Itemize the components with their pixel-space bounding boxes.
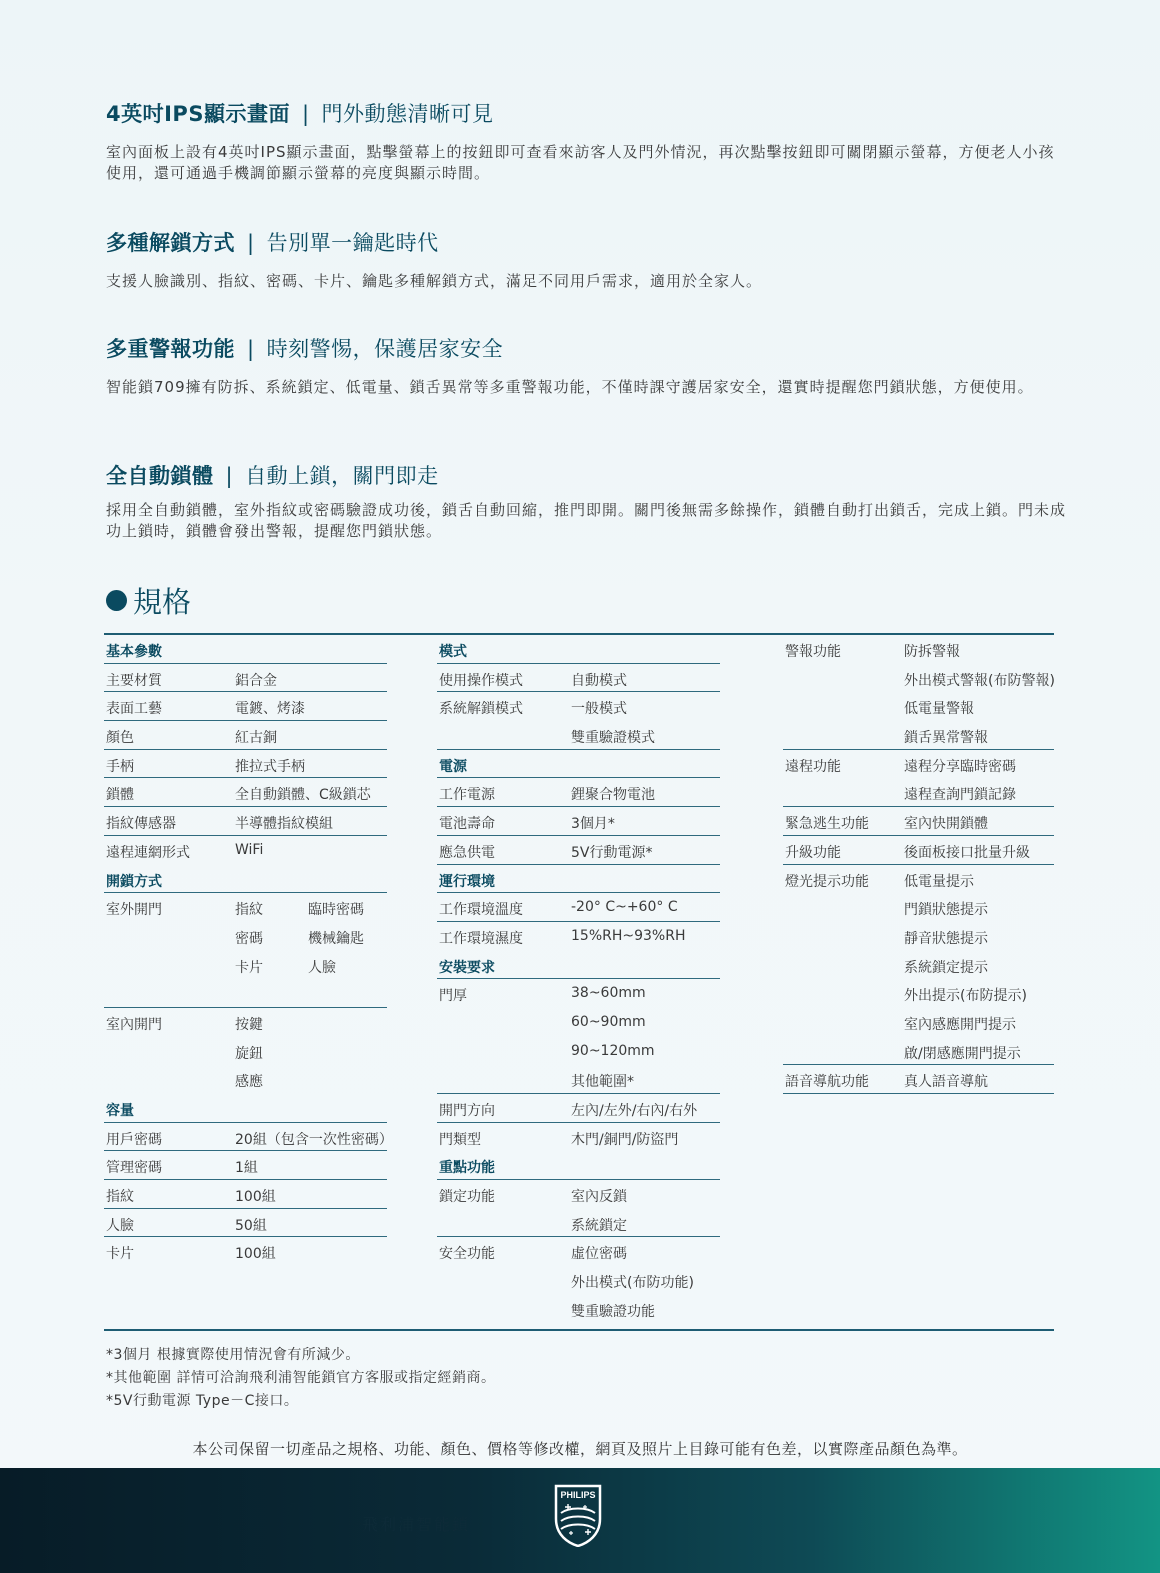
spec-label: 室外開門 xyxy=(106,902,162,919)
spec-value: 遠程查詢門鎖記錄 xyxy=(904,787,1016,804)
spec-row xyxy=(437,664,720,693)
spec-row xyxy=(104,692,387,721)
spec-label: 重點功能 xyxy=(439,1160,495,1177)
spec-row xyxy=(437,1266,720,1295)
spec-row xyxy=(783,836,1054,865)
spec-row xyxy=(437,1008,720,1037)
spec-value: 按鍵 xyxy=(235,1016,263,1033)
spec-label: 門厚 xyxy=(439,988,467,1005)
spec-value: 半導體指紋模組 xyxy=(235,816,333,833)
spec-row xyxy=(783,664,1054,693)
spec-label: 遠程連網形式 xyxy=(106,844,190,861)
spec-label: 模式 xyxy=(439,644,467,660)
spec-label: 容量 xyxy=(106,1103,134,1119)
spec-value: 門鎖狀態提示 xyxy=(904,902,988,919)
section-subtitle: 時刻警惕，保護居家安全 xyxy=(266,337,504,361)
section-heading xyxy=(106,460,1066,490)
spec-label: 管理密碼 xyxy=(106,1160,162,1177)
spec-row xyxy=(783,893,1054,922)
spec-label: 使用操作模式 xyxy=(439,672,523,689)
section-heading xyxy=(106,333,1066,363)
section-subtitle: 門外動態清晰可見 xyxy=(321,102,494,126)
spec-group-header xyxy=(437,865,720,894)
spec-label: 語音導航功能 xyxy=(785,1074,869,1091)
spec-row xyxy=(104,664,387,693)
spec-row xyxy=(437,1295,720,1324)
feature-section-ips xyxy=(106,98,1066,184)
spec-label: 指紋 xyxy=(106,1189,134,1206)
spec-row xyxy=(104,807,387,836)
section-separator: | xyxy=(247,337,255,361)
section-title: 多重警報功能 xyxy=(106,337,235,361)
spec-row xyxy=(104,778,387,807)
spec-row xyxy=(104,951,387,980)
spec-value: 50組 xyxy=(235,1217,267,1234)
spec-row xyxy=(104,1065,387,1094)
section-subtitle: 告別單一鑰匙時代 xyxy=(266,231,439,255)
spec-value: 真人語音導航 xyxy=(904,1074,988,1091)
footer-band xyxy=(0,1468,1160,1573)
spec-value: 木門/銅門/防盜門 xyxy=(571,1131,679,1148)
spec-bottom-rule xyxy=(104,1329,1054,1331)
spec-row xyxy=(783,951,1054,980)
feature-section-autolock xyxy=(106,460,1066,542)
section-title: 4英吋IPS顯示畫面 xyxy=(106,102,290,126)
spec-label: 開鎖方式 xyxy=(106,873,162,890)
spec-row xyxy=(104,922,387,951)
spec-row xyxy=(437,836,720,865)
spec-value: 雙重驗證模式 xyxy=(571,730,655,747)
spec-row xyxy=(437,1037,720,1066)
spec-value: 雙重驗證功能 xyxy=(571,1303,655,1320)
spec-row xyxy=(783,778,1054,807)
spec-label: 運行環境 xyxy=(439,873,495,890)
section-separator: | xyxy=(247,231,255,255)
spec-row xyxy=(783,807,1054,836)
footnote: *其他範圍 詳情可洽詢飛利浦智能鎖官方客服或指定經銷商。 xyxy=(106,1370,496,1386)
footer-faint-text: 飛利浦智能鎖 xyxy=(362,1515,471,1534)
spec-row xyxy=(437,1094,720,1123)
spec-label: 工作環境濕度 xyxy=(439,930,523,947)
spec-value: 電鍍、烤漆 xyxy=(235,701,305,718)
spec-row xyxy=(437,1180,720,1209)
spec-label: 卡片 xyxy=(106,1246,134,1263)
spec-value: 20組（包含一次性密碼） xyxy=(235,1131,393,1148)
spec-row xyxy=(104,1008,387,1037)
spec-row xyxy=(437,721,720,750)
spec-label: 基本參數 xyxy=(106,644,162,660)
spec-label: 門類型 xyxy=(439,1131,481,1148)
spec-row xyxy=(104,750,387,779)
section-separator: | xyxy=(301,102,310,126)
spec-value: 鋁合金 xyxy=(235,672,277,689)
spec-value: 外出提示(布防提示) xyxy=(904,988,1027,1005)
spec-value: 低電量提示 xyxy=(904,873,974,890)
spec-value: 虛位密碼 xyxy=(571,1246,627,1263)
logo-wordmark: PHILIPS xyxy=(560,1490,596,1500)
spec-value: 密碼 xyxy=(235,930,263,947)
spec-row xyxy=(783,1008,1054,1037)
spec-label: 工作環境溫度 xyxy=(439,902,523,919)
spec-label: 室內開門 xyxy=(106,1016,162,1033)
spec-row xyxy=(783,922,1054,951)
spec-value: 室內快開鎖體 xyxy=(904,816,988,833)
spec-value: 左內/左外/右內/右外 xyxy=(571,1103,698,1119)
spec-label: 開門方向 xyxy=(439,1103,495,1119)
spec-group-header xyxy=(437,750,720,779)
spec-group-header xyxy=(437,1151,720,1180)
spec-value: 人臉 xyxy=(308,959,336,976)
spec-value: 全自動鎖體、C級鎖芯 xyxy=(235,787,371,804)
spec-row xyxy=(437,922,720,951)
spec-label: 緊急逃生功能 xyxy=(785,816,869,833)
spec-row xyxy=(104,721,387,750)
feature-section-alarm xyxy=(106,333,1066,398)
spec-label: 燈光提示功能 xyxy=(785,873,869,890)
spec-value: 室內感應開門提示 xyxy=(904,1016,1016,1033)
spec-label: 人臉 xyxy=(106,1217,134,1234)
spec-group-header xyxy=(104,635,387,664)
spec-label: 安裝要求 xyxy=(439,959,495,976)
spec-column-features xyxy=(783,635,1054,1094)
spec-label: 鎖定功能 xyxy=(439,1189,495,1206)
spec-column-basic xyxy=(104,635,393,1266)
section-body: 支援人臉識別、指紋、密碼、卡片、鑰匙多種解鎖方式，滿足不同用戶需求，適用於全家人。 xyxy=(106,272,763,290)
spec-value: 紅古銅 xyxy=(235,730,277,747)
spec-row xyxy=(104,893,387,922)
spec-value: 感應 xyxy=(235,1074,263,1091)
spec-row xyxy=(437,893,720,922)
spec-column-mode xyxy=(437,635,720,1324)
spec-value: 旋鈕 xyxy=(235,1045,263,1062)
spec-value: 室內反鎖 xyxy=(571,1189,627,1206)
spec-value: 推拉式手柄 xyxy=(235,758,305,775)
spec-value: 1組 xyxy=(235,1160,258,1177)
spec-label: 警報功能 xyxy=(785,644,841,660)
spec-value: 90~120mm xyxy=(571,1042,655,1059)
spec-row xyxy=(437,1237,720,1266)
footnotes xyxy=(106,1344,495,1413)
spec-row xyxy=(104,836,387,865)
spec-label: 電池壽命 xyxy=(439,816,495,833)
feature-section-unlock xyxy=(106,227,1066,292)
spec-value: 鎖舌異常警報 xyxy=(904,730,988,747)
spec-row xyxy=(783,635,1054,664)
section-heading xyxy=(106,227,1066,257)
footnote: *5V行動電源 Type－C接口。 xyxy=(106,1393,299,1409)
section-subtitle: 自動上鎖，關門即走 xyxy=(245,464,439,488)
section-separator: | xyxy=(225,464,234,488)
spec-row xyxy=(437,692,720,721)
spec-value: 100組 xyxy=(235,1246,276,1263)
spec-label: 遠程功能 xyxy=(785,758,841,775)
spec-title-text: 規格 xyxy=(133,585,192,619)
spec-value: WiFi xyxy=(235,841,264,858)
spec-value: 外出模式(布防功能) xyxy=(571,1275,694,1292)
spec-label: 電源 xyxy=(439,758,467,775)
spec-row xyxy=(783,1065,1054,1094)
spec-row xyxy=(437,807,720,836)
spec-row xyxy=(437,979,720,1008)
spec-value: -20° C~+60° C xyxy=(571,899,678,916)
spec-value: 機械鑰匙 xyxy=(308,930,364,947)
spec-label: 鎖體 xyxy=(106,787,134,804)
spec-value: 鋰聚合物電池 xyxy=(571,787,655,804)
spec-value: 靜音狀態提示 xyxy=(904,930,988,947)
spec-label: 系統解鎖模式 xyxy=(439,701,523,718)
spec-value: 防拆警報 xyxy=(904,644,960,660)
spec-label: 主要材質 xyxy=(106,672,162,689)
spec-value: 指紋 xyxy=(235,902,263,919)
spec-row xyxy=(104,1037,387,1066)
spec-value: 系統鎖定提示 xyxy=(904,959,988,976)
spec-value: 60~90mm xyxy=(571,1013,646,1030)
section-title: 多種解鎖方式 xyxy=(106,231,235,255)
spec-row xyxy=(437,778,720,807)
spec-row xyxy=(783,721,1054,750)
spec-row xyxy=(783,692,1054,721)
spec-value: 系統鎖定 xyxy=(571,1217,627,1234)
spec-value: 啟/閉感應開門提示 xyxy=(904,1045,1021,1062)
philips-shield-logo-icon xyxy=(553,1483,603,1547)
spec-row xyxy=(783,865,1054,894)
spec-value: 低電量警報 xyxy=(904,701,974,718)
spec-value: 38~60mm xyxy=(571,985,646,1002)
section-title: 全自動鎖體 xyxy=(106,464,214,488)
spec-group-header xyxy=(104,865,387,894)
bullet-dot-icon xyxy=(106,590,127,611)
spec-row xyxy=(783,1037,1054,1066)
spec-row xyxy=(437,1209,720,1238)
spec-value: 外出模式警報(布防警報) xyxy=(904,672,1055,689)
spec-value: 15%RH~93%RH xyxy=(571,927,686,944)
section-body: 採用全自動鎖體，室外指紋或密碼驗證成功後，鎖舌自動回縮，推門即開。關門後無需多餘操作，鎖體自動打出鎖舌，完成上鎖。門未成功上鎖時，鎖體會發出警報，提醒您門鎖狀態。 xyxy=(106,501,1067,540)
spec-row xyxy=(437,1123,720,1152)
spec-value: 其他範圍* xyxy=(571,1074,634,1091)
spec-label: 安全功能 xyxy=(439,1246,495,1263)
spec-label: 工作電源 xyxy=(439,787,495,804)
spec-row xyxy=(437,1065,720,1094)
section-body: 智能鎖709擁有防拆、系統鎖定、低電量、鎖舌異常等多重警報功能，不僅時課守護居家安全，還實時提醒您門鎖狀態，方便使用。 xyxy=(106,378,1034,396)
spec-row xyxy=(104,1237,387,1266)
spec-group-header xyxy=(104,1094,387,1123)
spec-value: 自動模式 xyxy=(571,672,627,689)
spec-value: 5V行動電源* xyxy=(571,844,653,861)
spec-value: 100組 xyxy=(235,1189,276,1206)
spec-value: 臨時密碼 xyxy=(308,902,364,919)
footnote: *3個月 根據實際使用情況會有所減少。 xyxy=(106,1347,360,1363)
spec-title xyxy=(106,580,191,621)
spec-group-header xyxy=(437,635,720,664)
spec-row xyxy=(104,1151,387,1180)
spec-label: 指紋傳感器 xyxy=(106,816,176,833)
spec-row xyxy=(104,979,387,1008)
spec-value: 後面板接口批量升級 xyxy=(904,844,1030,861)
spec-label: 應急供電 xyxy=(439,844,495,861)
spec-value: 一般模式 xyxy=(571,701,627,718)
spec-value: 3個月* xyxy=(571,816,615,833)
spec-row xyxy=(104,1180,387,1209)
spec-label: 升級功能 xyxy=(785,844,841,861)
section-heading xyxy=(106,98,1066,128)
spec-label: 顏色 xyxy=(106,730,134,747)
spec-value: 卡片 xyxy=(235,959,263,976)
disclaimer: 本公司保留一切產品之規格、功能、顏色、價格等修改權，網頁及照片上目錄可能有色差，以實際產品顏色為準。 xyxy=(192,1440,968,1458)
spec-row xyxy=(783,750,1054,779)
section-body: 室內面板上設有4英吋IPS顯示畫面，點擊螢幕上的按鈕即可查看來訪客人及門外情況，再次點擊按鈕即可關閉顯示螢幕，方便老人小孩使用，還可通過手機調節顯示螢幕的亮度與顯示時間。 xyxy=(106,143,1055,182)
spec-label: 表面工藝 xyxy=(106,701,162,718)
spec-row xyxy=(104,1123,393,1152)
spec-value: 遠程分享臨時密碼 xyxy=(904,758,1016,775)
spec-label: 用戶密碼 xyxy=(106,1131,162,1148)
spec-row xyxy=(104,1209,387,1238)
spec-group-header xyxy=(437,951,720,980)
spec-row xyxy=(783,979,1054,1008)
spec-label: 手柄 xyxy=(106,758,134,775)
